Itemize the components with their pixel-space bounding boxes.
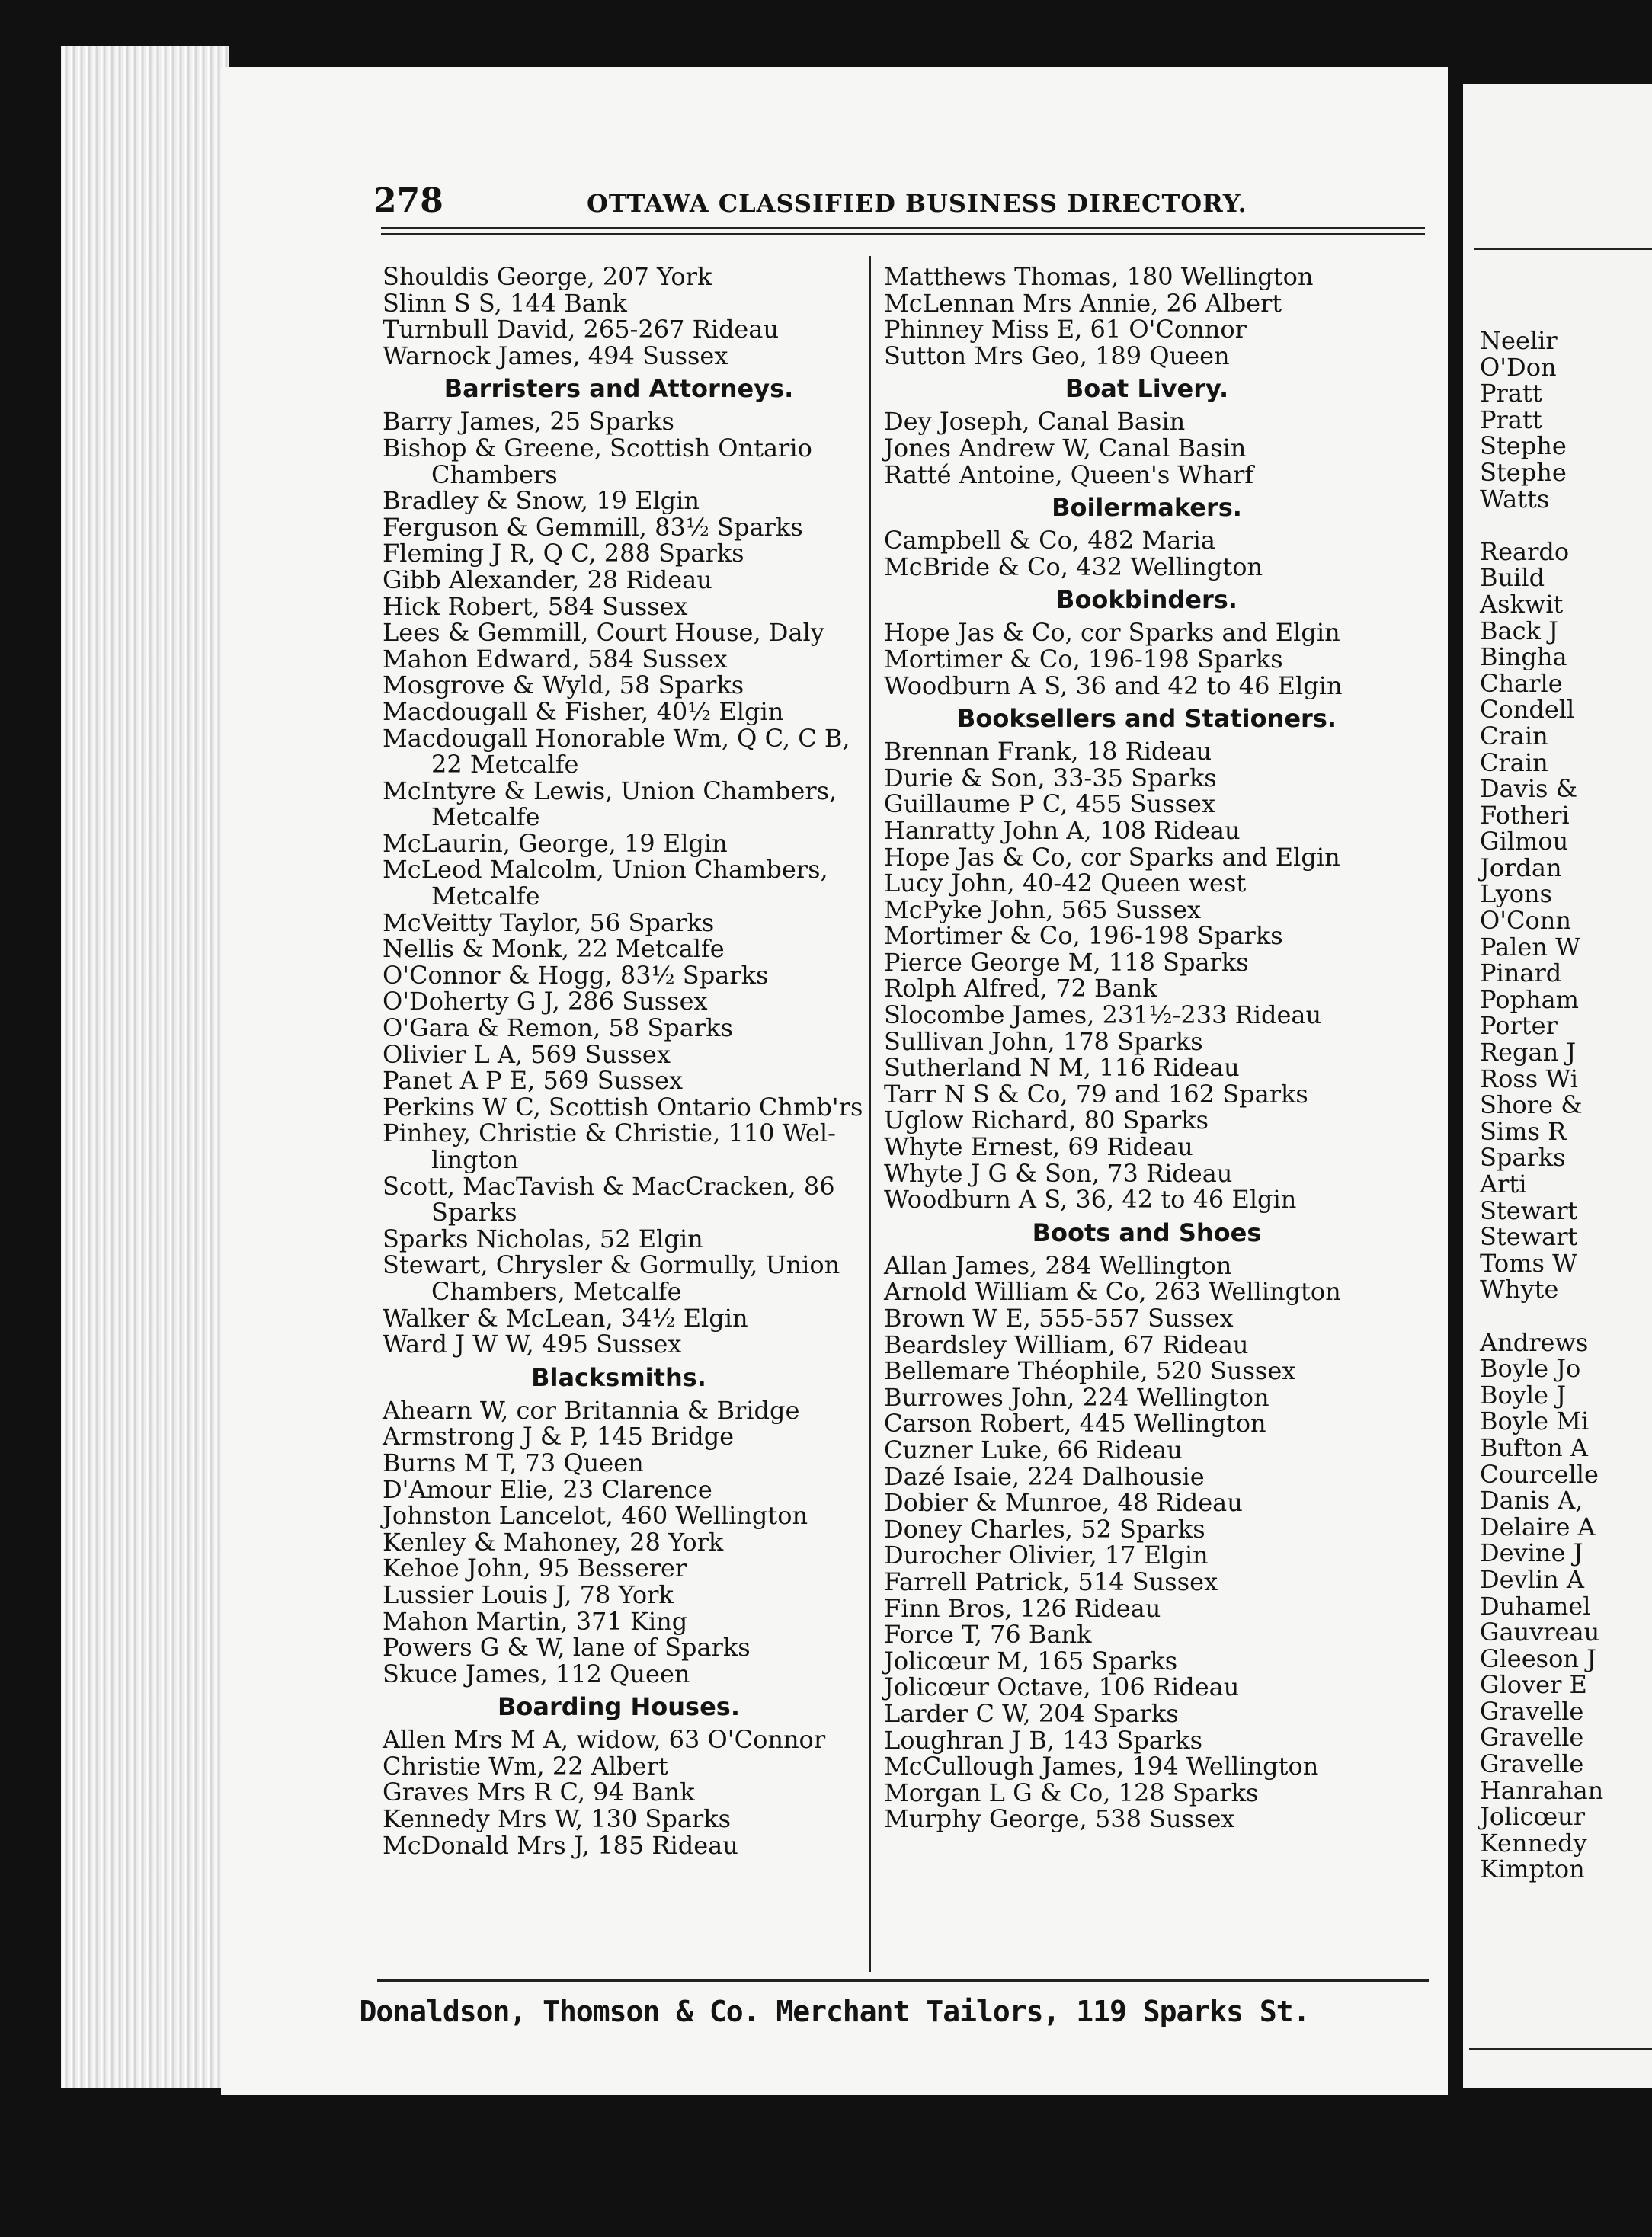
facing-page-entry-fragment: Stephe [1480,457,1567,487]
directory-entry: Johnston Lancelot, 460 Wellington [383,1501,808,1531]
running-head: OTTAWA CLASSIFIED BUSINESS DIRECTORY. [587,189,1247,218]
directory-entry: Hanratty John A, 108 Rideau [884,815,1241,845]
directory-entry: McPyke John, 565 Sussex [884,894,1202,924]
section-heading: Barristers and Attorneys. [443,374,794,404]
left-column [383,262,863,1860]
section-heading: Boilermakers. [1052,493,1242,523]
directory-entry: O'Gara & Remon, 58 Sparks [383,1013,733,1043]
directory-entry: Brennan Frank, 18 Rideau [884,737,1212,766]
directory-entry: lington [431,1145,519,1174]
facing-page-entry-fragment: O'Don [1480,352,1557,382]
directory-entry: McVeitty Taylor, 56 Sparks [383,907,715,937]
facing-page-entry-fragment: Crain [1480,721,1548,750]
facing-page-entry-fragment: Gravelle [1480,1696,1584,1726]
directory-entry: Murphy George, 538 Sussex [884,1804,1235,1834]
facing-page-entry-fragment: Gravelle [1480,1723,1584,1752]
facing-page-entry-fragment: Whyte [1480,1275,1559,1304]
directory-entry: Morgan L G & Co, 128 Sparks [884,1778,1259,1807]
facing-page-entry-fragment: Davis & [1480,774,1578,804]
directory-entry: Burns M T, 73 Queen [383,1448,644,1477]
directory-entry: Whyte J G & Son, 73 Rideau [884,1158,1233,1188]
directory-entry: Barry James, 25 Sparks [383,407,674,437]
directory-entry: Skuce James, 112 Queen [383,1659,690,1688]
facing-page-column [1480,328,1652,1883]
directory-entry: Lucy John, 40-42 Queen west [884,869,1247,898]
facing-page-entry-fragment: Glover E [1480,1670,1587,1700]
facing-page-entry-fragment: Crain [1480,747,1548,777]
directory-entry: Hope Jas & Co, cor Sparks and Elgin [884,618,1340,648]
directory-entry: Rolph Alfred, 72 Bank [884,974,1157,1003]
facing-page-entry-fragment: Delaire A [1480,1512,1596,1541]
directory-entry: Pierce George M, 118 Sparks [884,947,1249,977]
facing-page-entry-fragment: Danis A, [1480,1486,1583,1515]
facing-page-entry-fragment: Boyle Jo [1480,1354,1581,1384]
directory-entry: Bellemare Théophile, 520 Sussex [884,1356,1296,1386]
directory-entry: Dey Joseph, Canal Basin [884,407,1186,437]
directory-entry: Allan James, 284 Wellington [884,1250,1232,1280]
directory-entry: McLaurin, George, 19 Elgin [383,828,728,858]
facing-page-entry-fragment: Pinard [1480,958,1562,988]
facing-page-entry-fragment: Palen W [1480,932,1581,962]
directory-entry: Burrowes John, 224 Wellington [884,1382,1269,1412]
directory-entry: Durocher Olivier, 17 Elgin [884,1541,1209,1570]
facing-page-entry-fragment: Popham [1480,984,1580,1014]
directory-entry: Loughran J B, 143 Sparks [884,1725,1203,1755]
directory-entry: Graves Mrs R C, 94 Bank [383,1778,695,1807]
directory-entry: Sutton Mrs Geo, 189 Queen [884,341,1230,370]
directory-entry: Olivier L A, 569 Sussex [383,1039,671,1069]
facing-page-entry-fragment: Porter [1480,1011,1558,1041]
facing-page-entry-fragment: Kennedy [1480,1828,1587,1858]
directory-entry: Shouldis George, 207 York [383,262,712,291]
facing-page-entry-fragment: Toms W [1480,1248,1577,1278]
directory-entry: Mosgrove & Wyld, 58 Sparks [383,670,744,700]
facing-page-entry-fragment: Bufton A [1480,1432,1588,1462]
facing-page-entry-fragment: Sims R [1480,1116,1567,1146]
facing-page-entry-fragment: Boyle J [1480,1380,1567,1410]
directory-entry: Sutherland N M, 116 Rideau [884,1053,1240,1083]
facing-page-entry-fragment: Duhamel [1480,1591,1591,1621]
directory-entry: McDonald Mrs J, 185 Rideau [383,1830,738,1860]
facing-page-entry-fragment: Condell [1480,695,1575,725]
book-page-edges [61,46,229,2088]
directory-entry: Bishop & Greene, Scottish Ontario [383,433,812,462]
facing-page-entry-fragment: Lyons [1480,879,1553,909]
facing-page-entry-fragment: Fotheri [1480,800,1570,830]
directory-entry: Turnbull David, 265-267 Rideau [383,315,780,344]
section-heading: Bookbinders. [1056,585,1237,615]
directory-entry: Farrell Patrick, 514 Sussex [884,1567,1218,1596]
directory-entry: Metcalfe [431,882,540,911]
directory-entry: Sullivan John, 178 Sparks [884,1026,1203,1056]
facing-page-header-rule [1474,248,1652,250]
directory-entry: Lussier Louis J, 78 York [383,1579,674,1609]
directory-entry: Durie & Son, 33-35 Sparks [884,763,1217,792]
directory-entry: Gibb Alexander, 28 Rideau [383,565,712,594]
directory-entry: Force T, 76 Bank [884,1620,1092,1650]
directory-entry: Ratté Antoine, Queen's Wharf [884,459,1254,489]
section-heading: Boots and Shoes [1032,1218,1262,1247]
directory-entry: Mahon Edward, 584 Sussex [383,644,728,674]
facing-page-entry-fragment: Devine J [1480,1538,1583,1568]
facing-page-entry-fragment: Stewart [1480,1222,1578,1252]
directory-entry: Scott, MacTavish & MacCracken, 86 [383,1171,835,1201]
directory-entry: Armstrong J & P, 145 Bridge [383,1422,735,1451]
facing-page-footer-rule [1469,2048,1652,2050]
facing-page-entry-fragment: Pratt [1480,379,1542,408]
directory-entry: Larder C W, 204 Sparks [884,1698,1179,1728]
section-heading: Boarding Houses. [498,1692,740,1722]
facing-page-entry-fragment: Boyle Mi [1480,1407,1590,1436]
directory-entry: Mortimer & Co, 196-198 Sparks [884,644,1283,674]
directory-entry: Stewart, Chrysler & Gormully, Union [383,1250,840,1280]
directory-entry: Panet A P E, 569 Sussex [383,1066,684,1096]
column-divider [869,256,871,1972]
header-rule-top [381,227,1425,229]
directory-entry: Arnold William & Co, 263 Wellington [884,1277,1341,1307]
directory-entry: Doney Charles, 52 Sparks [884,1514,1205,1544]
directory-entry: Whyte Ernest, 69 Rideau [884,1132,1193,1162]
directory-entry: Beardsley William, 67 Rideau [884,1330,1249,1359]
directory-entry: Metcalfe [431,802,540,832]
directory-entry: Macdougall Honorable Wm, Q C, C B, [383,723,850,753]
facing-page-entry-fragment: Stephe [1480,431,1567,461]
facing-page-entry-fragment: Ross Wi [1480,1064,1578,1093]
directory-entry: Sparks [431,1198,517,1227]
directory-entry: Dazé Isaie, 224 Dalhousie [884,1461,1205,1491]
directory-entry: Woodburn A S, 36, 42 to 46 Elgin [884,1185,1297,1215]
header-rule-bottom [381,233,1425,235]
directory-entry: Ahearn W, cor Britannia & Bridge [383,1395,800,1425]
directory-entry: Hope Jas & Co, cor Sparks and Elgin [884,842,1340,872]
directory-entry: Slinn S S, 144 Bank [383,288,627,318]
section-heading: Blacksmiths. [531,1362,706,1392]
directory-entry: Sparks Nicholas, 52 Elgin [383,1224,703,1253]
facing-page-entry-fragment: Gauvreau [1480,1618,1600,1647]
directory-entry: Christie Wm, 22 Albert [383,1751,668,1781]
directory-entry: Uglow Richard, 80 Sparks [884,1106,1209,1135]
facing-page-entry-fragment: Reardo [1480,536,1570,566]
directory-entry: McLeod Malcolm, Union Chambers, [383,855,828,885]
directory-entry: Matthews Thomas, 180 Wellington [884,262,1314,291]
facing-page-fragment [1463,84,1652,2088]
directory-entry: Nellis & Monk, 22 Metcalfe [383,934,725,964]
facing-page-entry-fragment: Watts [1480,484,1550,514]
directory-entry: Perkins W C, Scottish Ontario Chmb'rs [383,1092,863,1122]
directory-entry: Dobier & Munroe, 48 Rideau [884,1488,1243,1518]
facing-page-entry-fragment: Build [1480,563,1545,593]
facing-page-entry-fragment: Sparks [1480,1143,1566,1173]
directory-entry: O'Doherty G J, 286 Sussex [383,987,708,1016]
facing-page-entry-fragment: Gleeson J [1480,1643,1596,1673]
directory-entry: Pinhey, Christie & Christie, 110 Wel- [383,1118,836,1148]
facing-page-entry-fragment: Gravelle [1480,1749,1584,1779]
directory-entry: Woodburn A S, 36 and 42 to 46 Elgin [884,670,1343,700]
directory-entry: Tarr N S & Co, 79 and 162 Sparks [884,1079,1308,1109]
directory-entry: Phinney Miss E, 61 O'Connor [884,315,1247,344]
directory-entry: Bradley & Snow, 19 Elgin [383,486,700,516]
directory-entry: D'Amour Elie, 23 Clarence [383,1474,712,1504]
facing-page-entry-fragment: Shore & [1480,1090,1583,1120]
directory-entry: McBride & Co, 432 Wellington [884,552,1263,581]
directory-entry: Brown W E, 555-557 Sussex [884,1304,1234,1333]
facing-page-entry-fragment: Neelir [1480,326,1558,355]
directory-entry: O'Connor & Hogg, 83½ Sparks [383,960,769,990]
section-heading: Boat Livery. [1065,374,1229,404]
directory-page [221,67,1448,2095]
directory-entry: Lees & Gemmill, Court House, Daly [383,618,824,648]
facing-page-entry-fragment: Kimpton [1480,1855,1585,1884]
footer-advertisement: Donaldson, Thomson & Co. Merchant Tailors, 119 Sparks St. [359,1995,1310,2028]
directory-entry: McLennan Mrs Annie, 26 Albert [884,288,1282,318]
directory-entry: McCullough James, 194 Wellington [884,1752,1319,1781]
directory-entry: Chambers, Metcalfe [431,1276,682,1306]
directory-entry: Jolicœur Octave, 106 Rideau [884,1672,1240,1702]
directory-entry: Macdougall & Fisher, 40½ Elgin [383,696,784,726]
facing-page-entry-fragment: Courcelle [1480,1459,1599,1489]
directory-entry: Jolicœur M, 165 Sparks [884,1646,1178,1675]
facing-page-entry-fragment: Hanrahan [1480,1775,1604,1805]
directory-entry: Campbell & Co, 482 Maria [884,526,1215,555]
right-column [884,264,1410,1832]
facing-page-entry-fragment: Jordan [1480,853,1562,882]
directory-entry: Mahon Martin, 371 King [383,1606,688,1636]
facing-page-entry-fragment: Charle [1480,668,1563,698]
directory-entry: Powers G & W, lane of Sparks [383,1633,751,1663]
directory-entry: Kennedy Mrs W, 130 Sparks [383,1804,732,1834]
facing-page-entry-fragment: O'Conn [1480,906,1571,936]
directory-entry: Warnock James, 494 Sussex [383,341,728,370]
facing-page-entry-fragment: Gilmou [1480,827,1569,856]
directory-entry: Kenley & Mahoney, 28 York [383,1527,724,1557]
directory-entry: Mortimer & Co, 196-198 Sparks [884,921,1283,951]
facing-page-entry-fragment: Back J [1480,616,1558,645]
directory-entry: Guillaume P C, 455 Sussex [884,789,1216,819]
directory-entry: Walker & McLean, 34½ Elgin [383,1303,748,1333]
facing-page-entry-fragment: Jolicœur [1480,1802,1586,1832]
facing-page-entry-fragment: Stewart [1480,1195,1578,1225]
facing-page-entry-fragment: Regan J [1480,1038,1577,1067]
facing-page-entry-fragment: Arti [1480,1170,1527,1199]
directory-entry: Jones Andrew W, Canal Basin [884,433,1247,462]
directory-entry: Allen Mrs M A, widow, 63 O'Connor [383,1725,826,1755]
facing-page-entry-fragment: Devlin A [1480,1564,1585,1594]
directory-entry: Ward J W W, 495 Sussex [383,1330,682,1359]
directory-entry: Slocombe James, 231½-233 Rideau [884,1000,1322,1030]
directory-entry: Kehoe John, 95 Besserer [383,1554,687,1583]
facing-page-entry-fragment: Pratt [1480,405,1542,434]
directory-entry: Carson Robert, 445 Wellington [884,1409,1266,1439]
directory-entry: Hick Robert, 584 Sussex [383,591,688,621]
facing-page-entry-fragment: Bingha [1480,642,1567,672]
facing-page-entry-fragment: Askwit [1480,589,1564,619]
facing-page-entry-fragment [1480,1303,1652,1330]
directory-entry: Cuzner Luke, 66 Rideau [884,1435,1183,1464]
directory-entry: Finn Bros, 126 Rideau [884,1593,1161,1623]
section-heading: Booksellers and Stationers. [956,704,1337,734]
facing-page-entry-fragment: Andrews [1480,1327,1589,1357]
directory-entry: Chambers [431,459,558,489]
page-number: 278 [373,181,443,220]
footer-rule [377,1979,1429,1982]
directory-entry: Fleming J R, Q C, 288 Sparks [383,539,744,568]
facing-page-entry-fragment [1480,512,1652,539]
directory-entry: 22 Metcalfe [431,750,579,779]
directory-entry: McIntyre & Lewis, Union Chambers, [383,776,837,805]
directory-entry: Ferguson & Gemmill, 83½ Sparks [383,512,803,542]
